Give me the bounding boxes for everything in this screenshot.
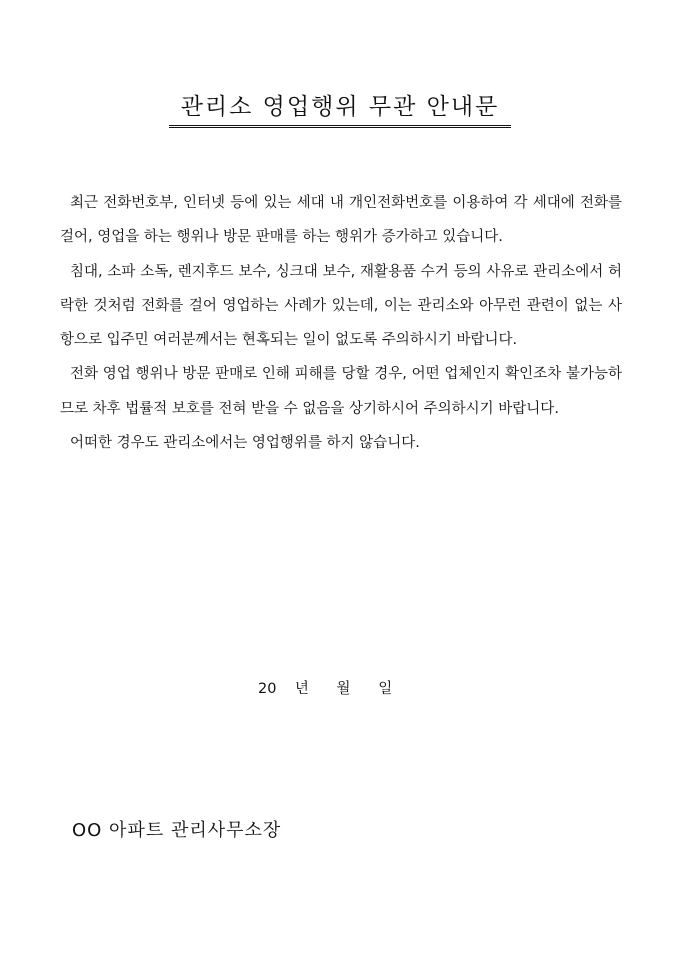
- paragraph-1: 최근 전화번호부, 인터넷 등에 있는 세대 내 개인전화번호를 이용하여 각 세대에 전화를 걸어, 영업을 하는 행위나 방문 판매를 하는 행위가 증가하고 있습니다.: [60, 195, 622, 246]
- date-line: 20 년 월 일: [258, 681, 393, 697]
- paragraph-2: 침대, 소파 소독, 렌지후드 보수, 싱크대 보수, 재활용품 수거 등의 사유로 관리소에서 허락한 것처럼 전화를 걸어 영업하는 사례가 있는데, 이는 관리소와 아무런 관련이 없는 사항으로 입주민 여러분께서는 현혹되는 일이 없도록 주의하시기 바랍니다.: [60, 263, 622, 349]
- paragraph-4: 어떠한 경우도 관리소에서는 영업행위를 하지 않습니다.: [70, 435, 420, 452]
- title-container: [0, 88, 680, 128]
- paragraph-3: 전화 영업 행위나 방문 판매로 인해 피해를 당할 경우, 어떤 업체인지 확인조차 불가능하므로 차후 법률적 보호를 전혀 받을 수 없음을 상기하시어 주의하시기 바랍니다.: [60, 366, 622, 417]
- signer-name: OO 아파트 관리사무소장: [72, 820, 282, 841]
- notice-body: [60, 186, 622, 460]
- document-title: 관리소 영업행위 무관 안내문: [169, 88, 512, 128]
